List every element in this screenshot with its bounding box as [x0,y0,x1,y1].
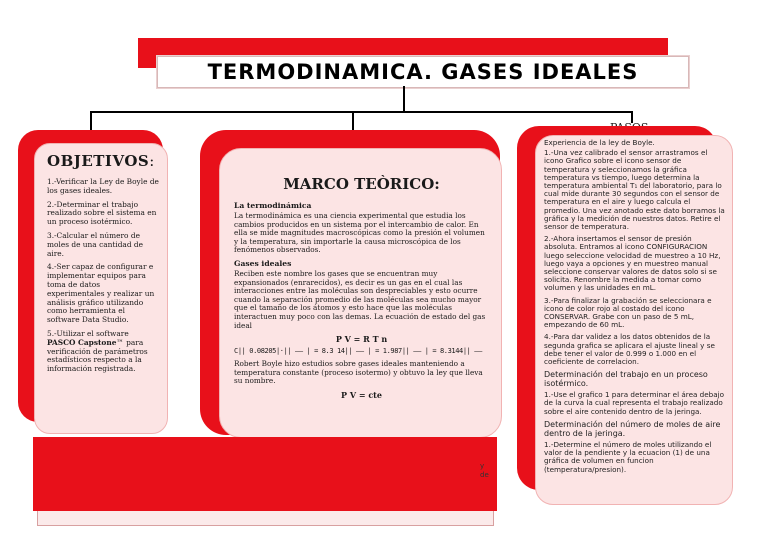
fragment-line: de [480,471,489,479]
connector-horizontal [90,111,632,113]
gas-constant-equation: C|| 0.08205|·|| —— | = 8.3 14|| —— | = 1.987|| —— | = 8.3144|| —— [234,347,482,356]
objetivo-item: 5.-Utilizar el software PASCO Capstone™ para verificación de parámetros estadísticos respecto a la información registrada. [47,328,148,374]
connector-vertical-main [403,86,405,112]
objetivo-item: 4.-Ser capaz de configurar e implementar equipos para toma de datos experimentales y realizar un análisis gráfico utilizando como herramienta el software Data Studio. [47,262,155,325]
objetivo-item: 3.-Calcular el número de moles de una cantidad de aire. [47,230,144,258]
bottom-text-fragment [480,462,489,480]
marco-paragraph: La termodinámica es una ciencia experimental que estudia los cambios producidos en un sistema por el intercambio de calor. En ella se mide magnitudes macroscópicas como la presión el volumen y la temperatura, sin importarle la causa microscópica de los fenómenos observados. [234,211,485,255]
pasos-card [535,135,733,505]
bottom-red-block [33,437,497,511]
pasos-paragraph: 1.-Determine el número de moles utilizando el valor de la pendiente y la ecuacion (1) de una gráfica de volumen en funcion (temperatura/presion). [544,439,712,474]
marco-paragraph: Reciben este nombre los gases que se encuentran muy expansionados (enrarecidos), es decir es un gas en el cual las interacciones entre las moléculas son despreciables y esto ocurre cuando la separación promedio de las moléculas sea mucho mayor que el tamaño de los átomos y esto hace que las moléculas interactuen muy poco con las demas. La ecuación de estado del gas ideal [234,268,486,330]
pasos-paragraph: 2.-Ahora insertamos el sensor de presión absoluta. Entramos al icono CONFIGURACION luego seleccione velocidad de muestreo a 10 Hz, luego vaya a opciones y en muestreo manual seleccione conservar valores de datos solo si se solicita. Renombre la medida a tomar como volumen y las unidades en mL. [544,234,721,293]
pasos-subheading: Experiencia de la ley de Boyle. [544,138,655,147]
pasos-paragraph: 3.-Para finalizar la grabación se seleccionara e icono de color rojo al costado del icono CONSERVAR. Grabe con un paso de 5 mL, empezando de 60 mL. [544,295,712,330]
ideal-gas-formula: P V = R T n [335,334,388,345]
marco-heading: MARCO TEÒRICO: [283,175,440,193]
fragment-line: y [480,462,485,470]
connector-center-drop [352,111,354,131]
pasos-paragraph: 1.-Use el grafico 1 para determinar el área debajo de la curva la cual representa el trabajo realizado sobre el aire contenido dentro de la jeringa. [544,390,725,416]
objetivos-card [34,143,168,434]
objetivos-heading: OBJETIVOS: [47,152,155,170]
objetivo-item: 1.-Verificar la Ley de Boyle de los gases ideales. [47,177,159,195]
objetivo-item: 2.-Determinar el trabajo realizado sobre el sistema en un proceso isotérmico. [47,199,157,227]
marco-paragraph: Robert Boyle hizo estudios sobre gases ideales manteniendo a temperatura constante (proceso isotermo) y obtuvo la ley que lleva su nombre. [234,359,483,386]
marco-subheading: Gases ideales [234,258,292,268]
pasos-paragraph: 4.-Para dar validez a los datos obtenidos de la segunda grafica se aplicara el ajuste lineal y se debe tener el valor de 0.999 o 1.000 en el coeficiente de correlacion. [544,332,715,367]
pasos-subheading: Determinación del número de moles de aire dentro de la jeringa. [544,419,721,438]
boyle-formula: P V = cte [341,389,382,400]
page-title: TERMODINAMICA. GASES IDEALES [157,56,689,88]
pasos-subheading: Determinación del trabajo en un proceso isotérmico. [544,370,708,389]
marco-teorico-card [219,148,502,438]
pasos-paragraph: 1.-Una vez calibrado el sensor arrastramos el icono Grafico sobre el icono sensor de temperatura y seleccionamos la gráfica temperatura vs tiempo, luego determina la temperatura ambiental T₁ del laboratorio, para lo cual mide durante 30 segundos con el sensor de temperatura en el aire y luego calcula el promedio. Una vez anotado este dato borramos la gráfica y la medición de nuestros datos. Retire el sensor de temperatura. [544,148,725,232]
marco-subheading: La termodinámica [234,201,312,210]
